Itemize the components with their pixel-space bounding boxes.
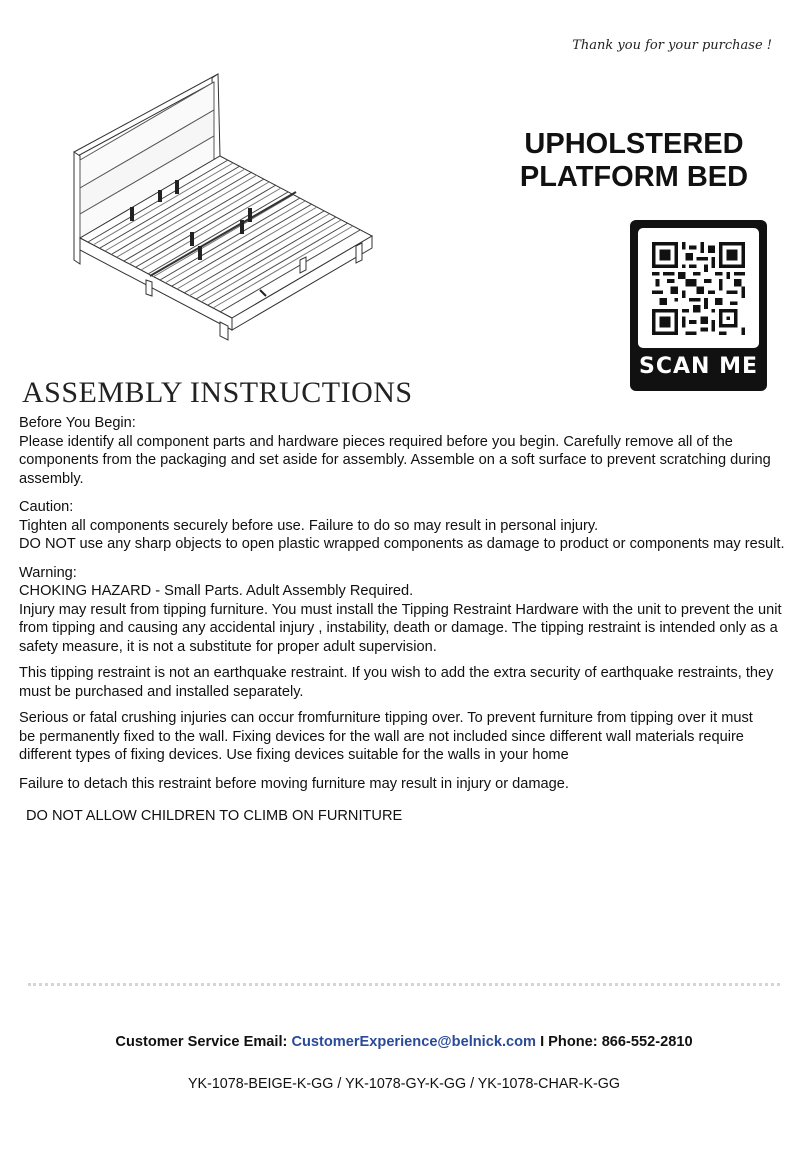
crushing-note: Serious or fatal crushing injuries can occur fromfurniture tipping over. To prevent furniture from tipping over it must be permanently fixed to the wall. Fixing devices for the wall are not included since different wall materials require different types of fixing devices. Use fixing devices suitable for the walls in your home (19, 710, 753, 763)
product-title-line1: UPHOLSTERED (524, 128, 744, 160)
product-title-line2: PLATFORM BED (519, 161, 749, 193)
before-title: Before You Begin: (19, 415, 136, 431)
platform-bed-illustration (60, 60, 390, 350)
detach-note: Failure to detach this restraint before moving furniture may result in injury or damage. (19, 775, 569, 792)
scan-me-label: SCAN ME (638, 354, 758, 379)
sku-list: YK-1078-BEIGE-K-GG / YK-1078-GY-K-GG / YK-1078-CHAR-K-GG (188, 1076, 620, 1092)
instructions-body (19, 414, 789, 826)
dotted-divider (28, 983, 780, 986)
warning-line1: CHOKING HAZARD - Small Parts. Adult Assembly Required. (19, 583, 414, 599)
before-text: Please identify all component parts and hardware pieces required before you begin. Carefully remove all of the components from the packaging and set aside for assembly. Assemble on a soft surface to prevent scratching during assembly. (19, 433, 771, 487)
qr-code-block[interactable] (630, 220, 767, 391)
children-warning: DO NOT ALLOW CHILDREN TO CLIMB ON FURNITURE (26, 808, 403, 824)
phone-label: I Phone: (536, 1034, 602, 1050)
customer-service-line (0, 1034, 808, 1050)
caution-title: Caution: (19, 499, 74, 515)
email-link[interactable]: CustomerExperience@belnick.com (291, 1034, 537, 1050)
qr-code-icon (652, 242, 745, 335)
caution-line2: DO NOT use any sharp objects to open plastic wrapped components as damage to product or components may result. (19, 536, 785, 552)
email-label: Customer Service Email: (115, 1034, 292, 1050)
earthquake-note: This tipping restraint is not an earthquake restraint. If you wish to add the extra security of earthquake restraints, they must be purchased and installed separately. (19, 665, 774, 700)
qr-code-area (638, 228, 759, 348)
assembly-heading: ASSEMBLY INSTRUCTIONS (22, 376, 413, 409)
warning-line2: Injury may result from tipping furniture. You must install the Tipping Restraint Hardware with the unit to prevent the unit from tipping and causing any accidental injury , instability, death or damage. The tipping restraint is intended only as a safety measure, it is not a substitute for proper adult supervision. (19, 601, 782, 655)
thank-you-note: Thank you for your purchase ! (572, 38, 772, 53)
phone-number: 866-552-2810 (601, 1034, 693, 1050)
product-title (500, 128, 768, 194)
warning-title: Warning: (19, 564, 77, 581)
caution-line1: Tighten all components securely before use. Failure to do so may result in personal injury. (19, 517, 599, 534)
